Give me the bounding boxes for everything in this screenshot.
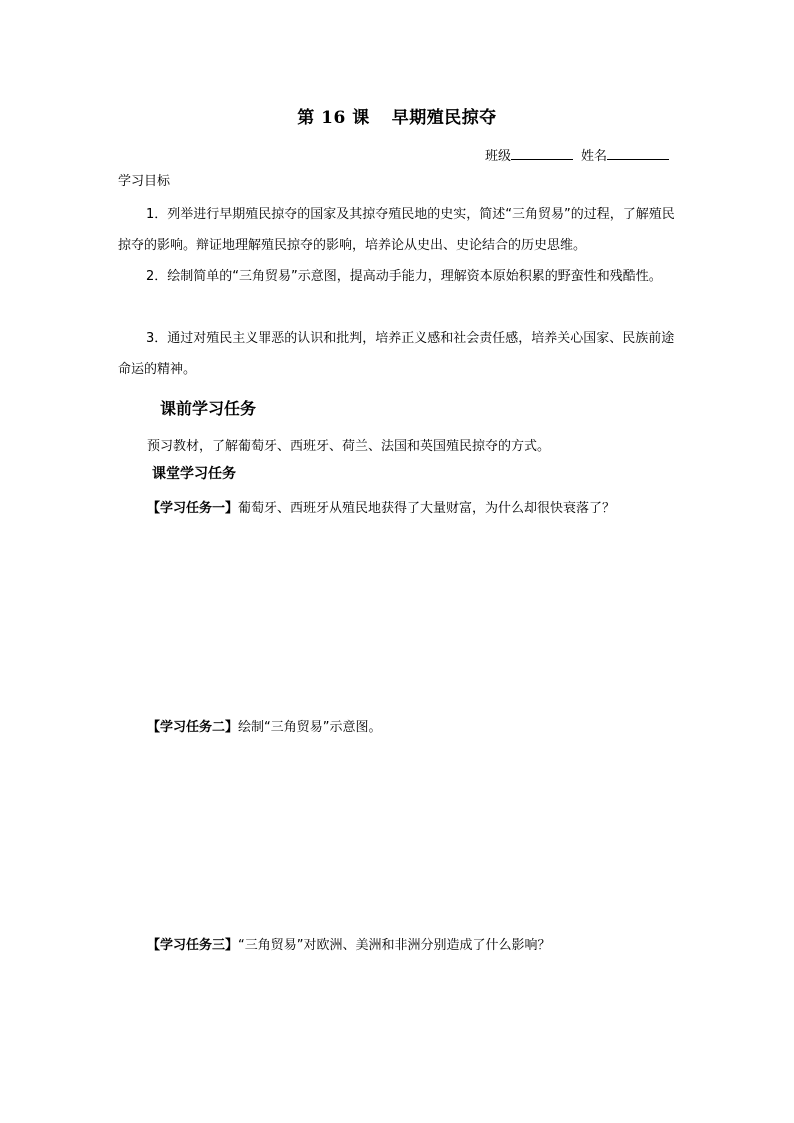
- task-label: 【学习任务三】: [147, 938, 239, 953]
- student-info-line: [485, 145, 669, 164]
- objective-text: 3．通过对殖民主义罪恶的认识和批判，培养正义感和社会责任感，培养关心国家、民族前途命运的精神。: [118, 331, 675, 377]
- class-label: 班级: [485, 149, 512, 164]
- task-label: 【学习任务二】: [147, 720, 239, 735]
- task-text: 绘制“三角贸易”示意图。: [238, 720, 382, 735]
- page-title: [0, 103, 794, 128]
- in-class-heading: 课堂学习任务: [152, 466, 236, 482]
- objective-item-3: [118, 323, 678, 385]
- objective-item-1: [118, 199, 678, 261]
- name-label: 姓名: [581, 149, 608, 164]
- lesson-title: 早期殖民掠夺: [391, 108, 497, 128]
- objective-text: 1．列举进行早期殖民掠夺的国家及其掠夺殖民地的史实，简述“三角贸易”的过程，了解殖民掠夺的影响。辩证地理解殖民掠夺的影响，培养论从史出、史论结合的历史思维。: [118, 207, 675, 253]
- lesson-number: 第 16 课: [297, 108, 370, 128]
- task-text: 葡萄牙、西班牙从殖民地获得了大量财富，为什么却很快衰落了？: [238, 501, 616, 516]
- pre-class-text: 预习教材，了解葡萄牙、西班牙、荷兰、法国和英国殖民掠夺的方式。: [147, 439, 551, 454]
- name-blank[interactable]: [607, 146, 669, 160]
- class-blank[interactable]: [511, 146, 573, 160]
- objective-item-2: [118, 261, 678, 292]
- task-item-1: [147, 497, 615, 516]
- objective-text: 2．绘制简单的“三角贸易”示意图，提高动手能力，理解资本原始积累的野蛮性和残酷性。: [146, 269, 662, 284]
- task-text: “三角贸易”对欧洲、美洲和非洲分别造成了什么影响？: [238, 938, 551, 953]
- objectives-heading: 学习目标: [118, 174, 171, 189]
- pre-class-heading: 课前学习任务: [160, 399, 257, 418]
- task-label: 【学习任务一】: [147, 501, 239, 516]
- task-item-2: [147, 716, 382, 735]
- task-item-3: [147, 934, 551, 953]
